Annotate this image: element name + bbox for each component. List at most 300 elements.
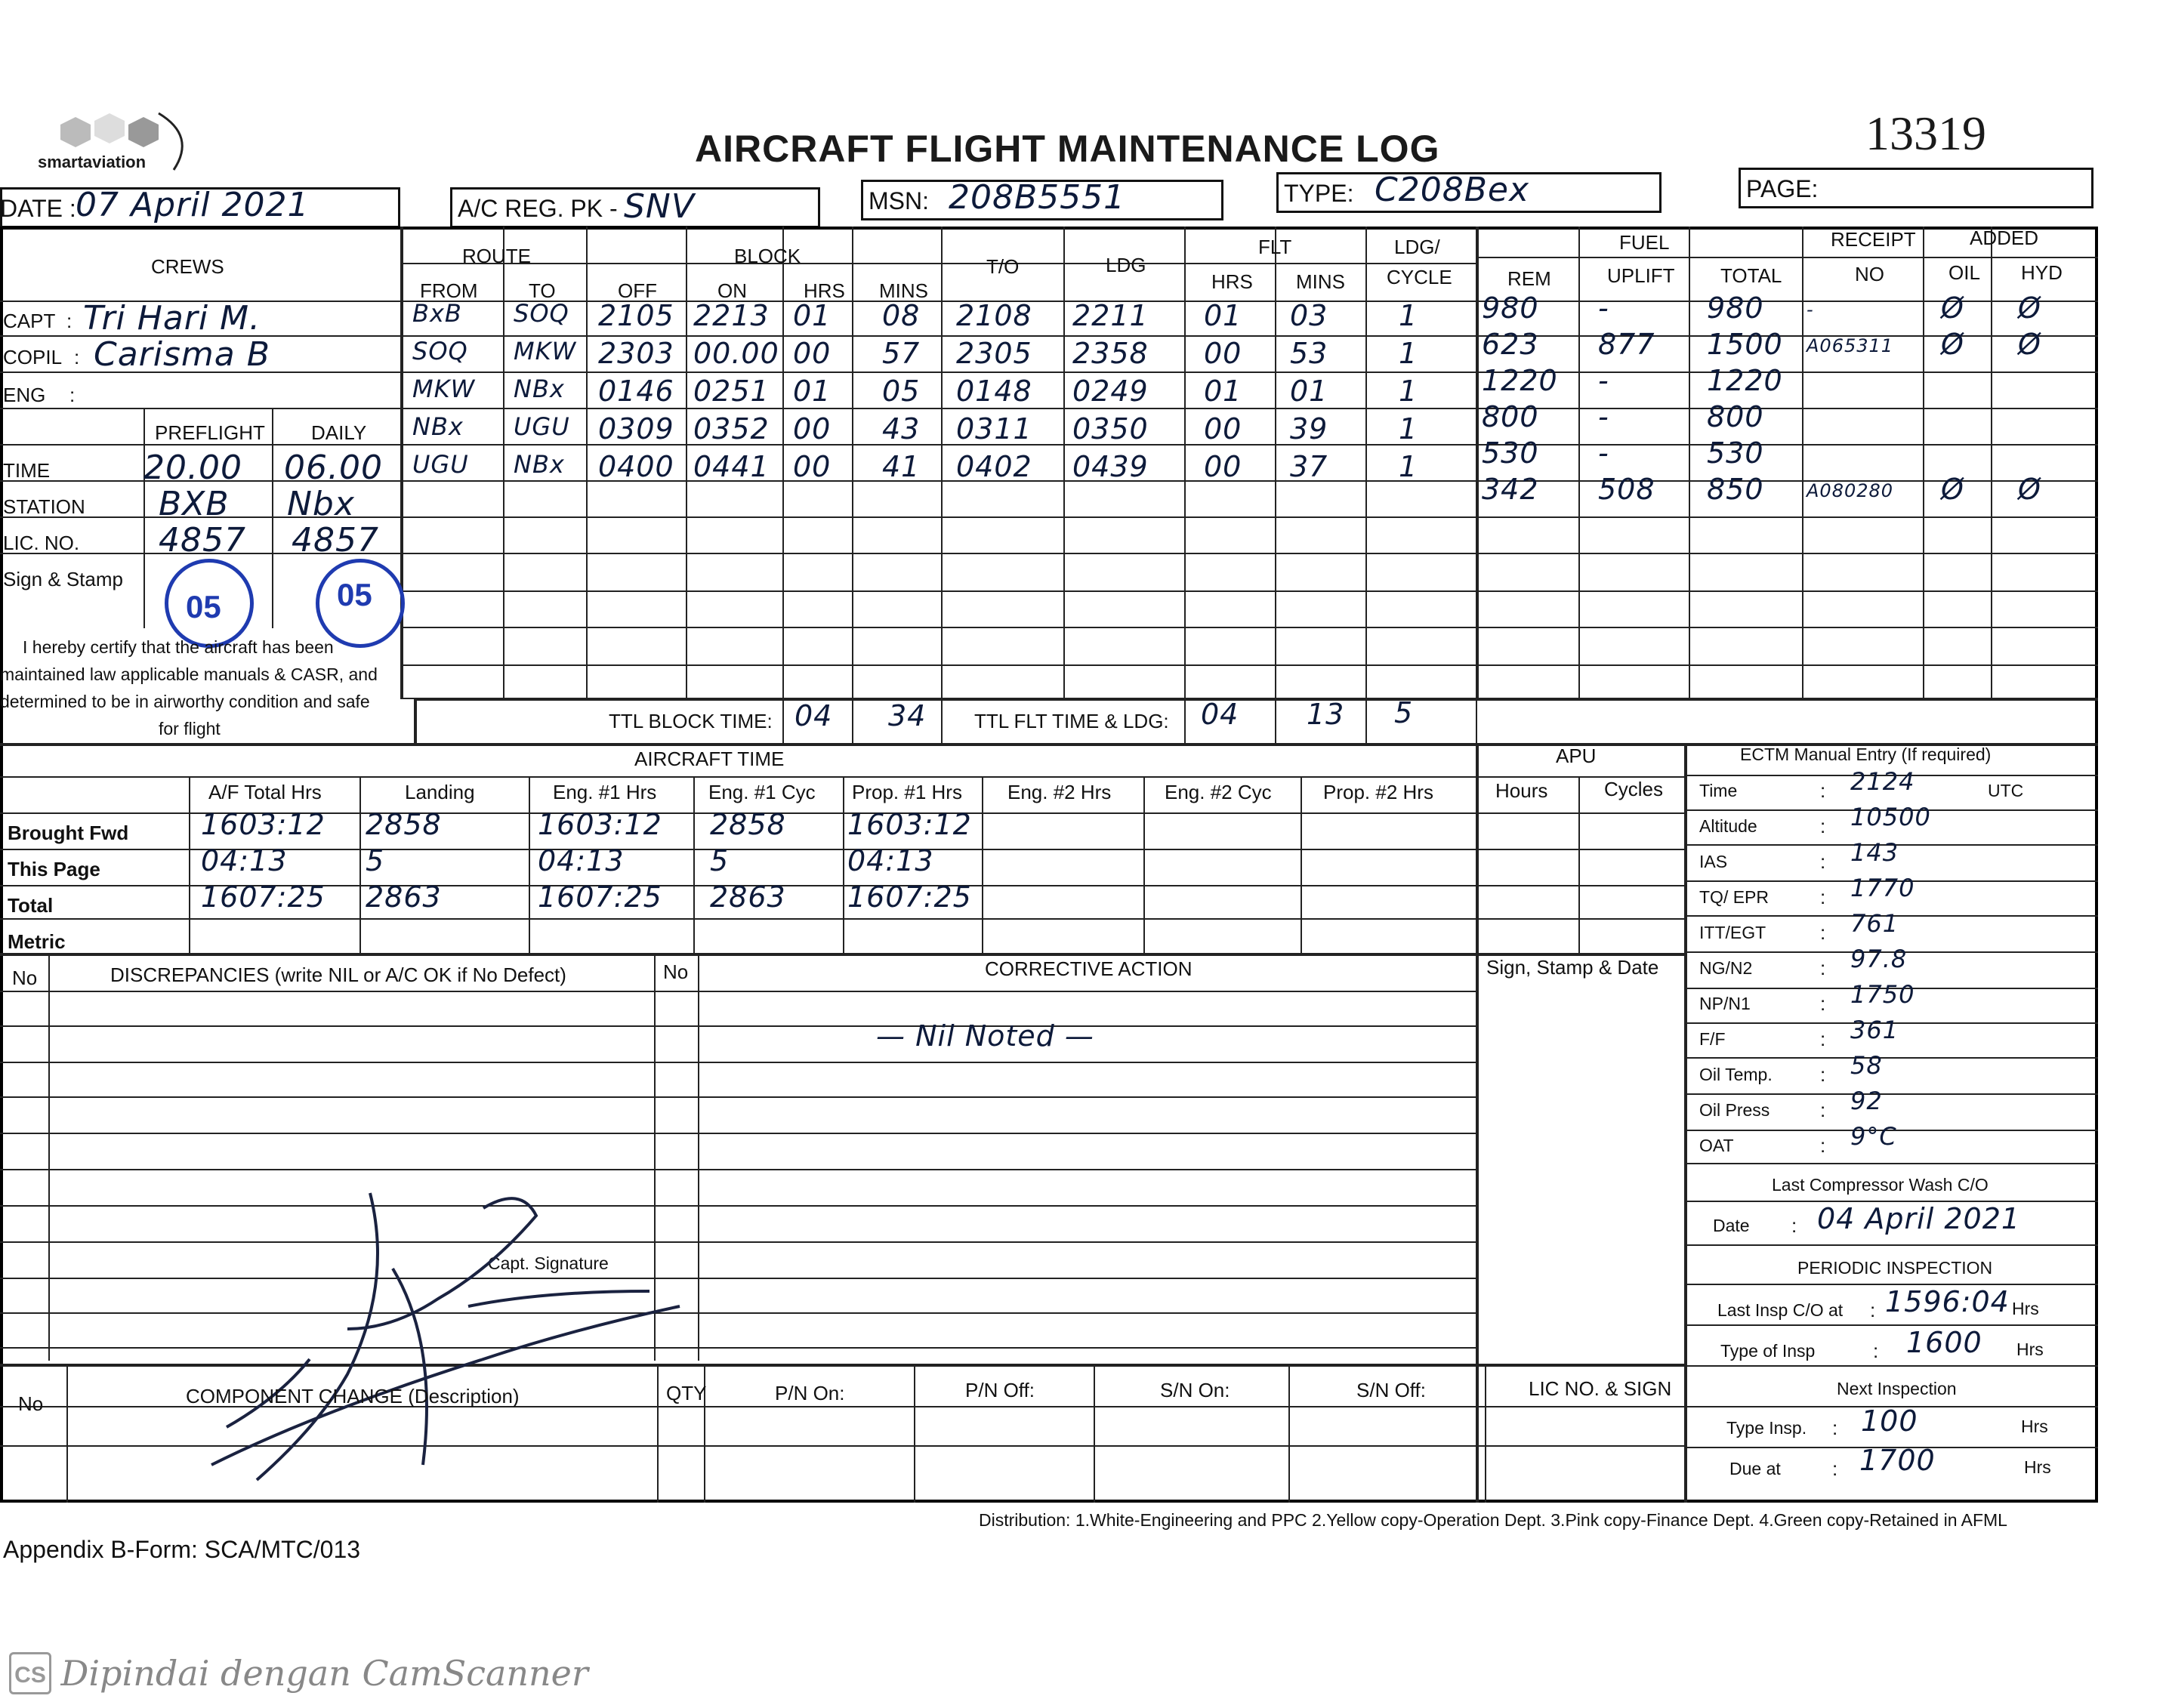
acreg-label: A/C REG. PK - xyxy=(458,195,618,222)
to-time-header: T/O xyxy=(986,255,1020,278)
aircraft-time-cell: 1603:12 xyxy=(847,808,972,841)
captain-signature-scribble xyxy=(166,1178,695,1495)
apu-hours: Hours xyxy=(1495,779,1548,802)
flight-cell-to-time: 0148 xyxy=(956,375,1032,408)
flight-cell-mins: 08 xyxy=(882,299,921,332)
last-insp-unit: Hrs xyxy=(2012,1299,2039,1318)
aircraft-time-cell: 2858 xyxy=(366,808,442,841)
grid-line xyxy=(414,698,417,746)
fuel-cell-rem: 1220 xyxy=(1482,364,1558,397)
oil-header: OIL xyxy=(1948,261,1980,284)
sn-on-header: S/N On: xyxy=(1160,1379,1230,1401)
ectm-colon: : xyxy=(1820,1063,1826,1086)
compressor-date-label: Date xyxy=(1713,1216,1750,1235)
grid-line xyxy=(0,1025,1476,1027)
aircraft-time-cell: 5 xyxy=(366,844,385,877)
compressor-date-value: 04 April 2021 xyxy=(1817,1202,2021,1235)
pn-off-header: P/N Off: xyxy=(965,1379,1035,1401)
ttl-flt-mins: 13 xyxy=(1307,698,1345,731)
type-insp-label: Type of Insp xyxy=(1720,1341,1816,1361)
next-type-label: Type Insp. xyxy=(1726,1418,1807,1438)
certify-line-3: determined to be in airworthy condition and safe xyxy=(0,692,370,711)
flight-cell-to: UGU xyxy=(514,412,570,441)
grid-line xyxy=(400,590,2098,592)
grid-line xyxy=(1684,1324,2098,1326)
disc-no-header: No xyxy=(12,967,38,989)
ectm-colon: : xyxy=(1820,1028,1826,1050)
eng-colon: : xyxy=(69,384,76,406)
fuel-cell-total: 530 xyxy=(1707,436,1764,470)
ectm-colon: : xyxy=(1820,850,1826,873)
acreg-value: SNV xyxy=(624,187,695,226)
form-number: 13319 xyxy=(1865,106,1986,160)
type-value: C208Bex xyxy=(1375,171,1529,209)
aircraft-time-cell: 04:13 xyxy=(201,844,288,877)
grid-line xyxy=(1476,743,1479,1503)
ectm-colon: : xyxy=(1820,957,1826,979)
aircraft-time-row-label: This Page xyxy=(8,858,100,880)
flight-cell-off: 0400 xyxy=(598,450,674,483)
mins-header: MINS xyxy=(879,279,928,302)
capt-signature-label: Capt. Signature xyxy=(488,1253,609,1273)
camscanner-watermark xyxy=(9,1652,588,1694)
stamp-daily-number: 05 xyxy=(337,577,372,612)
due-colon: : xyxy=(1832,1457,1838,1480)
ectm-colon: : xyxy=(1820,1134,1826,1157)
to-header: TO xyxy=(529,279,556,302)
grid-line xyxy=(1485,1364,1486,1503)
time-daily: 06.00 xyxy=(284,449,383,487)
time-preflight: 20.00 xyxy=(143,449,242,487)
ectm-value: 361 xyxy=(1850,1016,1899,1044)
ectm-value: 143 xyxy=(1850,838,1899,867)
aircraft-time-cell: 1603:12 xyxy=(201,808,326,841)
type-insp-value: 1600 xyxy=(1906,1326,1982,1359)
flight-cell-off: 0309 xyxy=(598,412,674,445)
flight-cell-to: SOQ xyxy=(514,299,569,328)
flight-cell-flt-hrs: 00 xyxy=(1204,337,1242,370)
grid-line xyxy=(1365,698,1367,746)
flight-cell-ldg: 0439 xyxy=(1072,450,1149,483)
aircraft-time-cell: 2858 xyxy=(710,808,786,841)
aircraft-time-cell: 1607:25 xyxy=(538,880,662,914)
grid-line xyxy=(1184,698,1186,746)
flight-cell-on: 0441 xyxy=(693,450,770,483)
off-header: OFF xyxy=(618,279,657,302)
type-label: TYPE: xyxy=(1284,180,1354,207)
flight-cell-cycle: 1 xyxy=(1399,375,1418,408)
last-insp-colon: : xyxy=(1870,1299,1876,1321)
next-insp-title: Next Inspection xyxy=(1837,1379,1957,1398)
certify-line-2: maintained law applicable manuals & CASR, and xyxy=(0,664,378,684)
periodic-title: PERIODIC INSPECTION xyxy=(1797,1258,1993,1278)
hrs-header: HRS xyxy=(804,279,845,302)
rem-header: REM xyxy=(1507,267,1551,290)
fuel-cell-total: 1220 xyxy=(1707,364,1783,397)
aircraft-time-col-header: Prop. #2 Hrs xyxy=(1323,781,1433,803)
eng-label: ENG xyxy=(3,384,46,406)
route-header: ROUTE xyxy=(462,245,531,267)
fuel-cell-total: 800 xyxy=(1707,400,1764,433)
grid-line xyxy=(698,953,699,1361)
grid-line xyxy=(0,1096,1476,1098)
grid-line xyxy=(1684,1365,2098,1367)
added-header: ADDED xyxy=(1970,227,2039,249)
fuel-cell-uplift: - xyxy=(1598,436,1609,470)
lic-label: LIC. NO. xyxy=(3,532,80,554)
preflight-header: PREFLIGHT xyxy=(155,421,265,444)
grid-line xyxy=(400,664,2098,666)
ttl-block-hrs: 04 xyxy=(795,699,833,732)
last-insp-value: 1596:04 xyxy=(1885,1285,2010,1318)
receipt-no-header: NO xyxy=(1855,263,1884,285)
station-daily: Nbx xyxy=(287,485,355,523)
lic-preflight: 4857 xyxy=(159,521,246,560)
page-title: AIRCRAFT FLIGHT MAINTENANCE LOG xyxy=(695,128,1440,170)
total-header: TOTAL xyxy=(1720,264,1782,287)
certify-line-4: for flight xyxy=(159,719,221,738)
ectm-label: NP/N1 xyxy=(1699,994,1751,1013)
aircraft-time-row-label: Total xyxy=(8,894,54,917)
grid-line xyxy=(941,698,943,746)
flight-cell-hrs: 01 xyxy=(793,375,832,408)
pn-on-header: P/N On: xyxy=(775,1382,845,1404)
ectm-value: 1770 xyxy=(1850,874,1915,902)
date-label: DATE : xyxy=(0,195,76,222)
grid-line xyxy=(400,408,2098,409)
flight-cell-flt-hrs: 00 xyxy=(1204,412,1242,445)
ldg-cycle-header-1: LDG/ xyxy=(1394,236,1440,258)
grid-line xyxy=(0,953,1684,956)
fuel-cell-uplift: 508 xyxy=(1598,473,1655,506)
grid-line xyxy=(0,991,1476,992)
copil-value: Carisma B xyxy=(94,335,270,374)
compressor-colon: : xyxy=(1791,1214,1797,1237)
flight-cell-mins: 41 xyxy=(882,450,921,483)
flt-mins-header: MINS xyxy=(1296,270,1345,293)
grid-line xyxy=(272,408,273,628)
flight-cell-hrs: 00 xyxy=(793,337,832,370)
flight-cell-mins: 43 xyxy=(882,412,921,445)
fuel-cell-uplift: - xyxy=(1598,364,1609,397)
station-label: STATION xyxy=(3,495,85,518)
appendix-label: Appendix B-Form: SCA/MTC/013 xyxy=(3,1536,361,1563)
fuel-cell-hyd: Ø xyxy=(2018,328,2041,361)
daily-header: DAILY xyxy=(311,421,367,444)
grid-line xyxy=(1684,1163,2098,1164)
ectm-label: Oil Temp. xyxy=(1699,1065,1773,1084)
flight-cell-hrs: 00 xyxy=(793,450,832,483)
fuel-cell-hyd: Ø xyxy=(2018,291,2041,325)
grid-line xyxy=(400,516,2098,518)
flight-cell-from: MKW xyxy=(412,375,476,403)
copil-colon: : xyxy=(74,346,80,368)
comp-title: COMPONENT CHANGE (Description) xyxy=(186,1385,520,1407)
aircraft-time-cell: 1603:12 xyxy=(538,808,662,841)
grid-line xyxy=(400,627,2098,628)
fuel-header: FUEL xyxy=(1619,231,1670,254)
ectm-unit: UTC xyxy=(1988,781,2024,800)
aircraft-time-cell: 1607:25 xyxy=(201,880,326,914)
ectm-value: 2124 xyxy=(1850,767,1915,796)
fuel-cell-oil: Ø xyxy=(1941,328,1964,361)
sn-off-header: S/N Off: xyxy=(1356,1379,1426,1401)
grid-line xyxy=(1684,1244,2098,1246)
due-value: 1700 xyxy=(1859,1444,1936,1477)
ectm-colon: : xyxy=(1820,886,1826,908)
grid-line xyxy=(400,263,1476,264)
grid-line xyxy=(1143,776,1145,953)
flight-cell-to: NBx xyxy=(514,450,565,479)
due-unit: Hrs xyxy=(2024,1457,2051,1477)
ectm-value: 97.8 xyxy=(1850,945,1908,973)
flight-cell-ldg: 0350 xyxy=(1072,412,1149,445)
disc-sign-header: Sign, Stamp & Date xyxy=(1486,956,1659,979)
comp-no-header: No xyxy=(18,1392,44,1415)
flight-cell-to-time: 2108 xyxy=(956,299,1032,332)
sign-label: Sign & Stamp xyxy=(3,568,123,590)
grid-line xyxy=(1288,1364,1290,1503)
ectm-value: 58 xyxy=(1850,1051,1883,1080)
ectm-value: 1750 xyxy=(1850,980,1915,1009)
ldg-cycle-header-2: CYCLE xyxy=(1387,266,1452,288)
fuel-cell-rem: 530 xyxy=(1482,436,1539,470)
fuel-cell-uplift: - xyxy=(1598,400,1609,433)
flight-cell-flt-hrs: 00 xyxy=(1204,450,1242,483)
from-header: FROM xyxy=(420,279,478,302)
flight-cell-to-time: 2305 xyxy=(956,337,1032,370)
grid-line xyxy=(529,776,530,953)
fuel-cell-receipt: A080280 xyxy=(1807,480,1894,501)
grid-line xyxy=(1684,743,1687,1503)
ldg-header: LDG xyxy=(1106,254,1146,276)
aircraft-time-col-header: Eng. #1 Cyc xyxy=(708,781,816,803)
grid-line xyxy=(1684,1093,2098,1095)
flight-cell-mins: 57 xyxy=(882,337,921,370)
ttl-flt-hrs: 04 xyxy=(1201,698,1239,731)
flight-cell-on: 0352 xyxy=(693,412,770,445)
flight-cell-flt-mins: 01 xyxy=(1290,375,1328,408)
corrective-entry: — Nil Noted — xyxy=(876,1019,1094,1053)
aircraft-time-cell: 04:13 xyxy=(538,844,625,877)
receipt-header: RECEIPT xyxy=(1831,228,1916,251)
fuel-cell-total: 980 xyxy=(1707,291,1764,325)
aircraft-time-title: AIRCRAFT TIME xyxy=(634,748,785,770)
ectm-title: ECTM Manual Entry (If required) xyxy=(1740,745,1992,764)
grid-line xyxy=(143,408,145,628)
fuel-cell-rem: 623 xyxy=(1482,328,1539,361)
next-type-unit: Hrs xyxy=(2021,1417,2048,1436)
date-value: 07 April 2021 xyxy=(76,186,310,224)
station-preflight: BXB xyxy=(159,485,230,523)
fuel-cell-oil: Ø xyxy=(1941,291,1964,325)
grid-line xyxy=(1476,257,2098,258)
aircraft-time-cell: 04:13 xyxy=(847,844,934,877)
flight-cell-flt-mins: 03 xyxy=(1290,299,1328,332)
grid-line xyxy=(1578,776,1580,953)
flight-cell-off: 2105 xyxy=(598,299,674,332)
grid-line xyxy=(66,1364,68,1503)
comp-qty-header: QTY xyxy=(666,1382,707,1404)
fuel-cell-uplift: - xyxy=(1598,291,1609,325)
fuel-cell-hyd: Ø xyxy=(2018,473,2041,506)
flight-cell-to-time: 0402 xyxy=(956,450,1032,483)
grid-line xyxy=(1094,1364,1095,1503)
flight-cell-to-time: 0311 xyxy=(956,412,1032,445)
stamp-preflight-number: 05 xyxy=(186,589,221,624)
flight-cell-off: 0146 xyxy=(598,375,674,408)
ectm-colon: : xyxy=(1820,815,1826,837)
flt-header: FLT xyxy=(1258,236,1292,258)
flight-cell-to: NBx xyxy=(514,375,565,403)
on-header: ON xyxy=(717,279,747,302)
lic-daily: 4857 xyxy=(292,521,379,560)
next-type-value: 100 xyxy=(1861,1404,1918,1438)
due-label: Due at xyxy=(1729,1459,1781,1478)
flight-cell-on: 0251 xyxy=(693,375,770,408)
ectm-label: F/F xyxy=(1699,1029,1726,1049)
flight-cell-flt-hrs: 01 xyxy=(1204,299,1242,332)
flight-cell-off: 2303 xyxy=(598,337,674,370)
grid-line xyxy=(414,698,2098,701)
flight-cell-ldg: 2211 xyxy=(1072,299,1149,332)
grid-line xyxy=(914,1364,915,1503)
flight-cell-from: SOQ xyxy=(412,337,468,365)
uplift-header: UPLIFT xyxy=(1607,264,1675,287)
camscanner-icon: CS xyxy=(9,1652,51,1694)
fuel-cell-receipt: - xyxy=(1807,299,1814,320)
block-header: BLOCK xyxy=(734,245,801,267)
apu-cycles: Cycles xyxy=(1604,778,1664,800)
ttl-block-mins: 34 xyxy=(888,699,927,732)
ectm-label: ITT/EGT xyxy=(1699,923,1766,942)
comp-lic-header: LIC NO. & SIGN xyxy=(1529,1377,1672,1400)
ectm-label: Time xyxy=(1699,781,1738,800)
grid-line xyxy=(843,776,844,953)
type-insp-unit: Hrs xyxy=(2016,1340,2044,1359)
aircraft-time-cell: 5 xyxy=(710,844,730,877)
grid-line xyxy=(1275,698,1276,746)
next-type-colon: : xyxy=(1832,1417,1838,1439)
time-label: TIME xyxy=(3,459,51,482)
fuel-cell-rem: 980 xyxy=(1482,291,1539,325)
fuel-cell-uplift: 877 xyxy=(1598,328,1655,361)
fuel-cell-rem: 800 xyxy=(1482,400,1539,433)
disc-title: DISCREPANCIES (write NIL or A/C OK if No Defect) xyxy=(110,963,566,986)
flight-cell-ldg: 0249 xyxy=(1072,375,1149,408)
aircraft-time-cell: 1607:25 xyxy=(847,880,972,914)
flight-cell-flt-mins: 39 xyxy=(1290,412,1328,445)
copil-label: COPIL xyxy=(3,346,63,368)
flight-cell-on: 00.00 xyxy=(693,337,779,370)
type-insp-colon: : xyxy=(1873,1340,1879,1362)
msn-label: MSN: xyxy=(869,187,929,214)
grid-line xyxy=(0,918,1684,920)
fuel-cell-rem: 342 xyxy=(1482,473,1539,506)
flight-cell-to: MKW xyxy=(514,337,577,365)
corrective-no-header: No xyxy=(663,960,689,983)
ectm-value: 10500 xyxy=(1850,803,1931,831)
grid-line xyxy=(693,776,695,953)
grid-line xyxy=(0,776,1476,778)
ttl-flt-label: TTL FLT TIME & LDG: xyxy=(974,710,1169,732)
msn-value: 208B5551 xyxy=(949,178,1126,217)
flight-cell-cycle: 1 xyxy=(1399,450,1418,483)
grid-line xyxy=(1684,1057,2098,1059)
flight-cell-ldg: 2358 xyxy=(1072,337,1149,370)
grid-line xyxy=(400,372,2098,373)
ttl-ldg: 5 xyxy=(1394,696,1414,729)
certify-line-1: I hereby certify that the aircraft has been xyxy=(23,637,334,657)
grid-line xyxy=(0,1169,1476,1170)
page-label: PAGE: xyxy=(1746,175,1819,202)
flight-cell-hrs: 01 xyxy=(793,299,832,332)
ectm-label: NG/N2 xyxy=(1699,958,1753,978)
fuel-cell-oil: Ø xyxy=(1941,473,1964,506)
aircraft-time-cell: 2863 xyxy=(366,880,442,914)
ectm-colon: : xyxy=(1820,779,1826,802)
fuel-cell-total: 1500 xyxy=(1707,328,1783,361)
distribution-note: Distribution: 1.White-Engineering and PPC 2.Yellow copy-Operation Dept. 3.Pink copy-Finance Dept. 4.Green copy-Retained in AFML xyxy=(979,1510,2007,1530)
aircraft-time-col-header: Eng. #2 Hrs xyxy=(1007,781,1112,803)
grid-line xyxy=(782,698,784,746)
grid-line xyxy=(400,553,2098,554)
grid-line xyxy=(48,953,50,1361)
capt-label: CAPT xyxy=(3,310,56,332)
grid-line xyxy=(1301,776,1302,953)
camscanner-text: Dipindai dengan CamScanner xyxy=(60,1653,588,1694)
aircraft-time-col-header: A/F Total Hrs xyxy=(208,781,322,803)
apu-title: APU xyxy=(1556,745,1597,767)
ectm-label: TQ/ EPR xyxy=(1699,887,1770,907)
grid-line xyxy=(0,1062,1476,1063)
flight-cell-on: 2213 xyxy=(693,299,770,332)
flight-cell-flt-hrs: 01 xyxy=(1204,375,1242,408)
aircraft-time-col-header: Landing xyxy=(405,781,475,803)
corrective-header: CORRECTIVE ACTION xyxy=(985,957,1193,980)
flight-cell-from: BxB xyxy=(412,299,462,328)
logo xyxy=(38,91,204,174)
aircraft-time-col-header: Eng. #2 Cyc xyxy=(1165,781,1272,803)
logo-text: smartaviation xyxy=(38,153,147,171)
flt-hrs-header: HRS xyxy=(1211,270,1253,293)
aircraft-time-row-label: Brought Fwd xyxy=(8,822,129,844)
flight-cell-from: UGU xyxy=(412,450,469,479)
grid-line xyxy=(359,776,361,953)
flight-cell-cycle: 1 xyxy=(1399,412,1418,445)
flight-cell-flt-mins: 37 xyxy=(1290,450,1328,483)
flight-cell-mins: 05 xyxy=(882,375,921,408)
fuel-cell-receipt: A065311 xyxy=(1807,335,1894,356)
grid-line xyxy=(0,408,400,409)
grid-line xyxy=(0,1133,1476,1134)
ectm-colon: : xyxy=(1820,921,1826,944)
ectm-value: 92 xyxy=(1850,1087,1883,1115)
ectm-label: OAT xyxy=(1699,1136,1734,1155)
aircraft-time-cell: 2863 xyxy=(710,880,786,914)
ectm-label: IAS xyxy=(1699,852,1728,871)
aircraft-time-col-header: Prop. #1 Hrs xyxy=(852,781,962,803)
ttl-block-label: TTL BLOCK TIME: xyxy=(609,710,773,732)
grid-line xyxy=(852,698,853,746)
grid-line xyxy=(1476,698,1477,746)
ectm-value: 9°C xyxy=(1850,1122,1897,1151)
ectm-colon: : xyxy=(1820,1099,1826,1121)
grid-line xyxy=(982,776,983,953)
crews-header: CREWS xyxy=(151,255,224,278)
ectm-label: Altitude xyxy=(1699,816,1757,836)
ectm-value: 761 xyxy=(1850,909,1899,938)
